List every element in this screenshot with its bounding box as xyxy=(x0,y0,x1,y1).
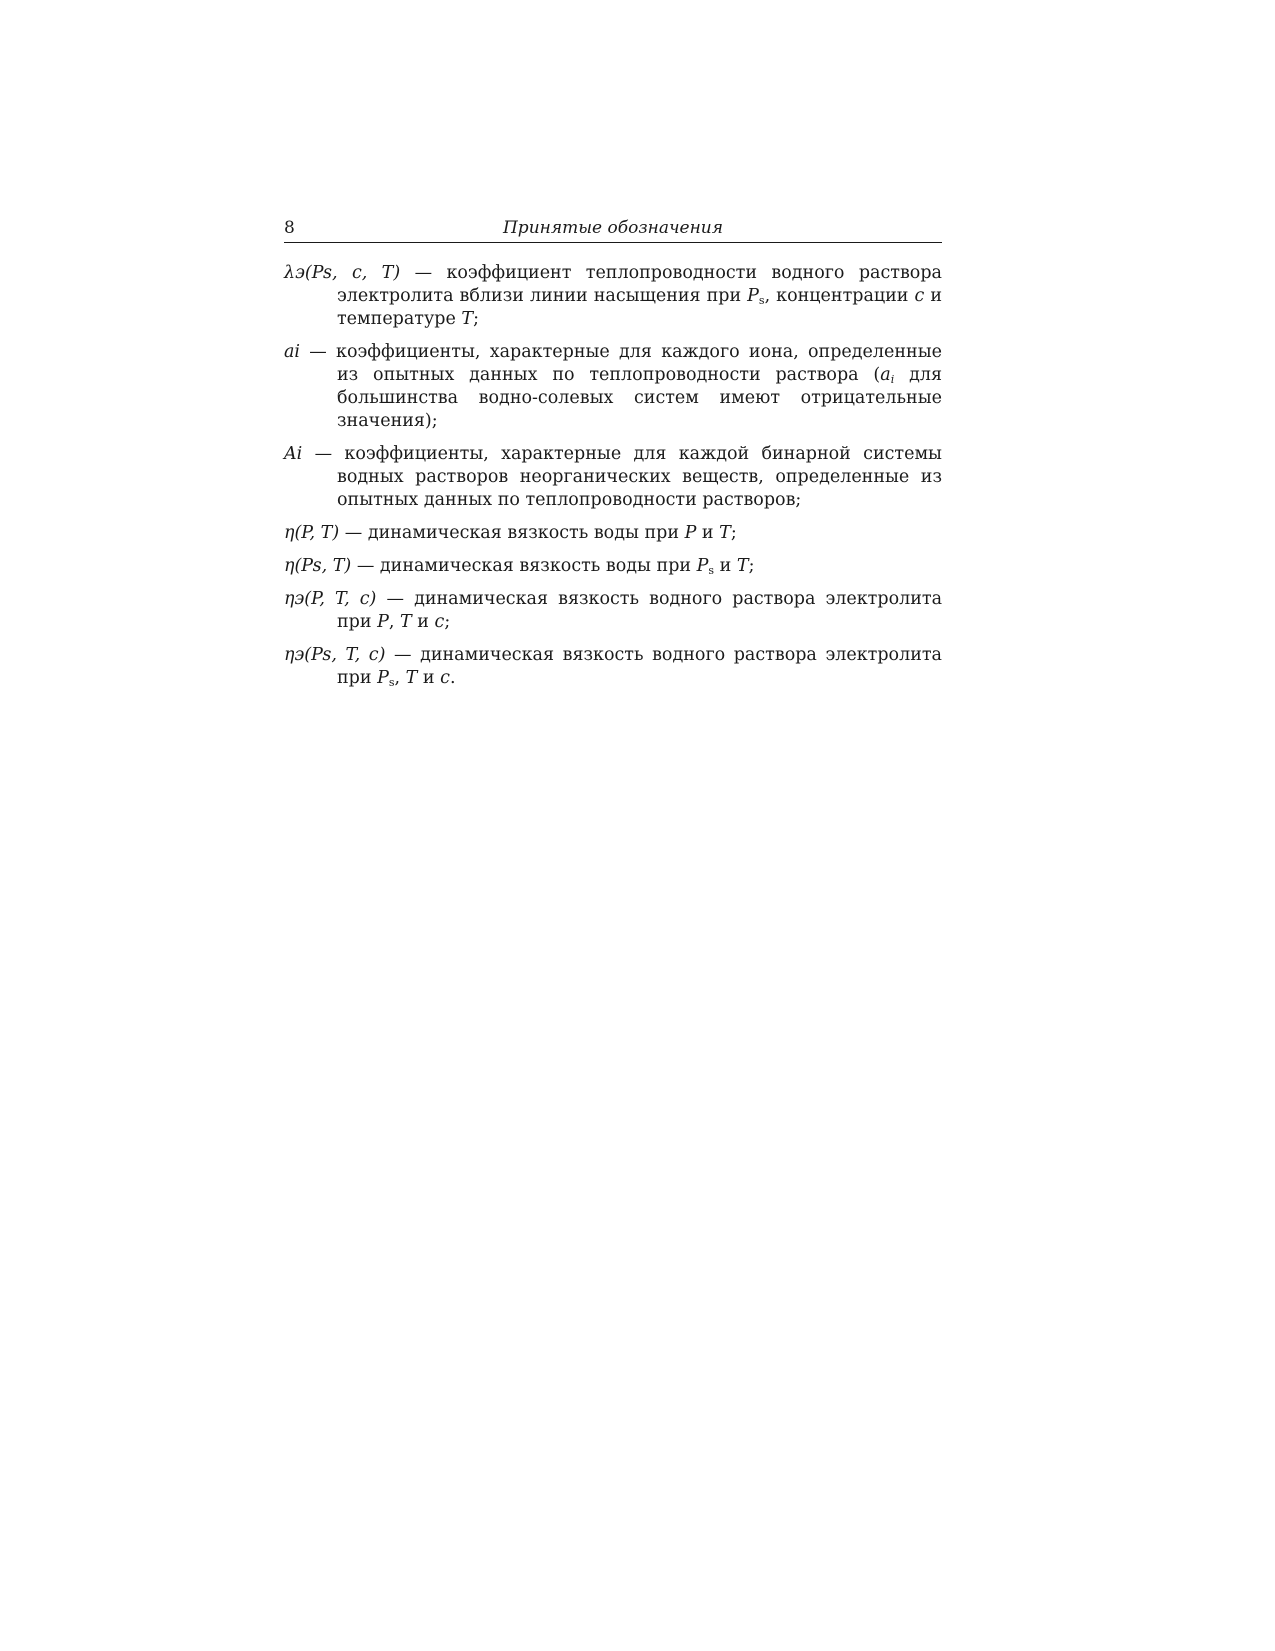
notation-symbol: λэ(Ps, c, T) xyxy=(284,263,401,283)
notation-var: c xyxy=(434,612,445,632)
notation-list xyxy=(284,262,942,700)
notation-symbol: ηэ(P, T, c) xyxy=(284,589,377,609)
notation-sub: i xyxy=(890,373,895,386)
notation-dash: — xyxy=(344,523,363,543)
notation-text: динамическая вязкость водного раствора электролита при xyxy=(337,645,942,688)
notation-text: коэффициенты, характерные для каждой бинарной системы водных растворов неорганических веществ, определенные из опытных данных по теплопроводности растворов; xyxy=(337,444,942,510)
notation-dash: — xyxy=(393,645,412,665)
notation-var: T xyxy=(405,668,418,688)
notation-entry-lambda xyxy=(284,262,942,331)
notation-text: ; xyxy=(730,523,737,543)
notation-var: T xyxy=(461,309,474,329)
notation-entry-ai xyxy=(284,341,942,433)
notation-entry-eta-ps xyxy=(284,555,942,578)
notation-var: P xyxy=(377,668,389,688)
notation-dash: — xyxy=(386,589,404,609)
notation-text: и xyxy=(417,668,441,688)
notation-dash: — xyxy=(356,556,375,576)
notation-text: ; xyxy=(748,556,755,576)
notation-entry-eta xyxy=(284,522,942,545)
notation-text: , xyxy=(394,668,406,688)
notation-text: и xyxy=(714,556,737,576)
notation-dash: — xyxy=(414,263,433,283)
notation-text: динамическая вязкость воды при xyxy=(367,523,685,543)
notation-symbol: Ai xyxy=(284,444,303,464)
notation-text: ; xyxy=(473,309,479,329)
notation-entry-Ai xyxy=(284,443,942,512)
notation-text: и температуре xyxy=(337,286,942,329)
notation-text: , концентрации xyxy=(764,286,915,306)
notation-dash: — xyxy=(309,342,327,362)
notation-symbol: η(P, T) xyxy=(284,523,340,543)
notation-dash: — xyxy=(314,444,333,464)
notation-entry-eta-e-ps xyxy=(284,644,942,690)
notation-text: , xyxy=(388,612,401,632)
notation-entry-eta-e xyxy=(284,588,942,634)
notation-var: P xyxy=(377,612,389,632)
notation-text: и xyxy=(411,612,435,632)
notation-symbol: ηэ(Ps, T, c) xyxy=(284,645,386,665)
notation-var: T xyxy=(719,523,731,543)
notation-sub: s xyxy=(708,564,715,577)
notation-var: P xyxy=(696,556,709,576)
notation-var: P xyxy=(747,286,759,306)
notation-var: T xyxy=(736,556,749,576)
notation-var: P xyxy=(684,523,697,543)
notation-text: ; xyxy=(444,612,451,632)
notation-sub: s xyxy=(758,294,765,307)
notation-sub: s xyxy=(388,676,395,689)
notation-var: c xyxy=(440,668,450,688)
notation-text: коэффициент теплопроводности водного раствора электролита вблизи линии насыщения при xyxy=(337,263,942,306)
notation-text: и xyxy=(696,523,720,543)
notation-var: a xyxy=(880,365,891,385)
page-number: 8 xyxy=(284,218,295,238)
page-header xyxy=(284,214,942,243)
notation-var: c xyxy=(914,286,925,306)
notation-text: . xyxy=(449,668,456,688)
notation-symbol: ai xyxy=(284,342,301,362)
notation-text: для большинства водно-солевых систем имеют отрицательные значения); xyxy=(337,365,943,431)
notation-text: коэффициенты, характерные для каждого иона, определенные из опытных данных по теплопроводности раствора ( xyxy=(336,342,942,385)
notation-text: динамическая вязкость воды при xyxy=(379,556,697,576)
notation-text: динамическая вязкость водного раствора электролита при xyxy=(337,589,942,632)
notation-var: T xyxy=(400,612,412,632)
notation-symbol: η(Ps, T) xyxy=(284,556,352,576)
running-title: Принятые обозначения xyxy=(502,218,724,238)
